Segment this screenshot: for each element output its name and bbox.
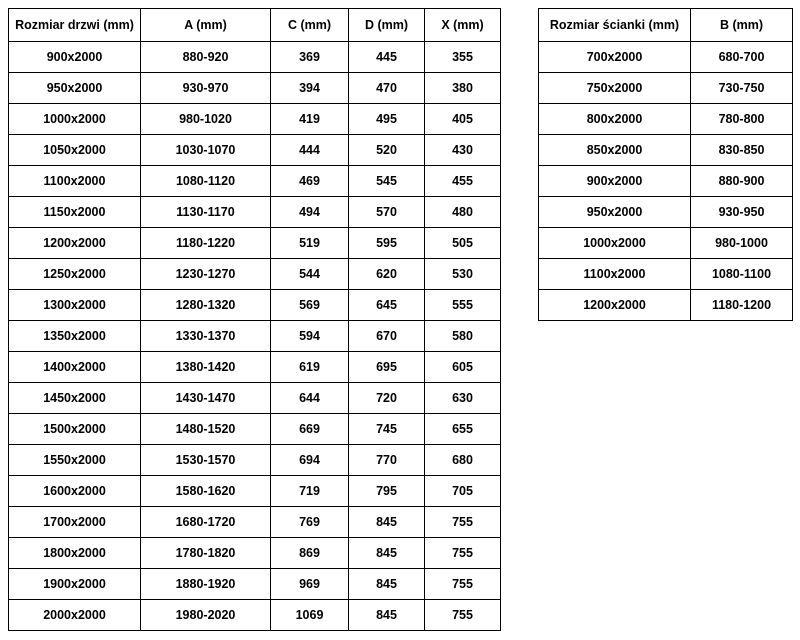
table-header-row: [9, 9, 501, 42]
cell-door-size: 1200x2000: [9, 228, 141, 259]
cell-c: 444: [271, 135, 349, 166]
cell-d: 670: [349, 321, 425, 352]
cell-b: 980-1000: [691, 228, 793, 259]
cell-c: 594: [271, 321, 349, 352]
cell-c: 469: [271, 166, 349, 197]
cell-wall-size: 950x2000: [539, 197, 691, 228]
column-header-d: D (mm): [349, 9, 425, 42]
cell-x: 405: [425, 104, 501, 135]
cell-door-size: 900x2000: [9, 42, 141, 73]
cell-c: 694: [271, 445, 349, 476]
table-row: [9, 414, 501, 445]
cell-d: 645: [349, 290, 425, 321]
column-header-c: C (mm): [271, 9, 349, 42]
cell-b: 1180-1200: [691, 290, 793, 321]
table-row: [539, 290, 793, 321]
wall-panel-size-table: [538, 8, 793, 321]
table-row: [539, 104, 793, 135]
cell-a: 1880-1920: [141, 569, 271, 600]
table-row: [9, 73, 501, 104]
table-row: [9, 445, 501, 476]
cell-c: 769: [271, 507, 349, 538]
cell-d: 770: [349, 445, 425, 476]
cell-d: 695: [349, 352, 425, 383]
cell-wall-size: 700x2000: [539, 42, 691, 73]
table-row: [9, 321, 501, 352]
table-row: [9, 569, 501, 600]
cell-x: 505: [425, 228, 501, 259]
cell-door-size: 950x2000: [9, 73, 141, 104]
cell-c: 869: [271, 538, 349, 569]
cell-x: 555: [425, 290, 501, 321]
cell-x: 480: [425, 197, 501, 228]
cell-door-size: 1700x2000: [9, 507, 141, 538]
table-row: [9, 352, 501, 383]
table-row: [539, 166, 793, 197]
cell-door-size: 1450x2000: [9, 383, 141, 414]
cell-c: 669: [271, 414, 349, 445]
cell-c: 369: [271, 42, 349, 73]
table-row: [9, 42, 501, 73]
cell-d: 545: [349, 166, 425, 197]
cell-x: 530: [425, 259, 501, 290]
cell-x: 755: [425, 569, 501, 600]
table-row: [539, 42, 793, 73]
cell-x: 705: [425, 476, 501, 507]
table-row: [9, 259, 501, 290]
column-header-x: X (mm): [425, 9, 501, 42]
cell-a: 1230-1270: [141, 259, 271, 290]
cell-b: 680-700: [691, 42, 793, 73]
table-row: [539, 73, 793, 104]
column-header-wall-size: Rozmiar ścianki (mm): [539, 9, 691, 42]
cell-a: 880-920: [141, 42, 271, 73]
cell-c: 544: [271, 259, 349, 290]
cell-door-size: 1600x2000: [9, 476, 141, 507]
cell-a: 930-970: [141, 73, 271, 104]
cell-d: 620: [349, 259, 425, 290]
cell-b: 830-850: [691, 135, 793, 166]
cell-a: 1530-1570: [141, 445, 271, 476]
cell-x: 680: [425, 445, 501, 476]
cell-wall-size: 1100x2000: [539, 259, 691, 290]
column-header-door-size: Rozmiar drzwi (mm): [9, 9, 141, 42]
cell-wall-size: 1200x2000: [539, 290, 691, 321]
cell-c: 644: [271, 383, 349, 414]
table-row: [9, 104, 501, 135]
table-header-row: [539, 9, 793, 42]
cell-a: 1130-1170: [141, 197, 271, 228]
cell-door-size: 1500x2000: [9, 414, 141, 445]
cell-a: 1780-1820: [141, 538, 271, 569]
cell-x: 580: [425, 321, 501, 352]
cell-x: 605: [425, 352, 501, 383]
table-row: [9, 166, 501, 197]
table-row: [9, 383, 501, 414]
cell-x: 755: [425, 600, 501, 631]
cell-d: 570: [349, 197, 425, 228]
cell-c: 419: [271, 104, 349, 135]
cell-a: 1430-1470: [141, 383, 271, 414]
cell-b: 730-750: [691, 73, 793, 104]
cell-c: 719: [271, 476, 349, 507]
cell-a: 1580-1620: [141, 476, 271, 507]
cell-door-size: 1000x2000: [9, 104, 141, 135]
cell-x: 755: [425, 507, 501, 538]
cell-x: 355: [425, 42, 501, 73]
cell-x: 655: [425, 414, 501, 445]
column-header-a: A (mm): [141, 9, 271, 42]
cell-door-size: 1800x2000: [9, 538, 141, 569]
table-row: [9, 476, 501, 507]
cell-d: 720: [349, 383, 425, 414]
table-row: [9, 228, 501, 259]
cell-d: 470: [349, 73, 425, 104]
cell-b: 930-950: [691, 197, 793, 228]
table-row: [9, 538, 501, 569]
cell-a: 1080-1120: [141, 166, 271, 197]
cell-d: 795: [349, 476, 425, 507]
cell-d: 845: [349, 569, 425, 600]
cell-d: 595: [349, 228, 425, 259]
cell-door-size: 1300x2000: [9, 290, 141, 321]
cell-d: 845: [349, 600, 425, 631]
cell-b: 880-900: [691, 166, 793, 197]
cell-c: 969: [271, 569, 349, 600]
cell-a: 1330-1370: [141, 321, 271, 352]
cell-c: 569: [271, 290, 349, 321]
table-row: [9, 290, 501, 321]
cell-wall-size: 900x2000: [539, 166, 691, 197]
cell-door-size: 1100x2000: [9, 166, 141, 197]
cell-a: 1680-1720: [141, 507, 271, 538]
cell-wall-size: 850x2000: [539, 135, 691, 166]
table-row: [539, 228, 793, 259]
cell-door-size: 1550x2000: [9, 445, 141, 476]
cell-x: 630: [425, 383, 501, 414]
cell-door-size: 2000x2000: [9, 600, 141, 631]
cell-a: 1480-1520: [141, 414, 271, 445]
cell-wall-size: 1000x2000: [539, 228, 691, 259]
cell-c: 394: [271, 73, 349, 104]
table-row: [9, 600, 501, 631]
cell-x: 755: [425, 538, 501, 569]
cell-d: 845: [349, 538, 425, 569]
cell-c: 619: [271, 352, 349, 383]
cell-door-size: 1900x2000: [9, 569, 141, 600]
cell-b: 1080-1100: [691, 259, 793, 290]
table-row: [9, 507, 501, 538]
column-header-b: B (mm): [691, 9, 793, 42]
cell-d: 745: [349, 414, 425, 445]
cell-d: 445: [349, 42, 425, 73]
cell-door-size: 1400x2000: [9, 352, 141, 383]
table-row: [539, 259, 793, 290]
cell-d: 520: [349, 135, 425, 166]
cell-wall-size: 800x2000: [539, 104, 691, 135]
cell-door-size: 1250x2000: [9, 259, 141, 290]
table-row: [539, 135, 793, 166]
cell-d: 495: [349, 104, 425, 135]
cell-d: 845: [349, 507, 425, 538]
door-size-table: [8, 8, 501, 631]
cell-a: 1030-1070: [141, 135, 271, 166]
cell-x: 430: [425, 135, 501, 166]
cell-wall-size: 750x2000: [539, 73, 691, 104]
cell-c: 519: [271, 228, 349, 259]
cell-b: 780-800: [691, 104, 793, 135]
cell-a: 1380-1420: [141, 352, 271, 383]
cell-c: 494: [271, 197, 349, 228]
cell-a: 1980-2020: [141, 600, 271, 631]
cell-door-size: 1050x2000: [9, 135, 141, 166]
cell-x: 380: [425, 73, 501, 104]
cell-a: 1280-1320: [141, 290, 271, 321]
table-row: [9, 135, 501, 166]
cell-c: 1069: [271, 600, 349, 631]
cell-door-size: 1150x2000: [9, 197, 141, 228]
cell-x: 455: [425, 166, 501, 197]
cell-a: 980-1020: [141, 104, 271, 135]
cell-door-size: 1350x2000: [9, 321, 141, 352]
table-row: [9, 197, 501, 228]
cell-a: 1180-1220: [141, 228, 271, 259]
table-row: [539, 197, 793, 228]
